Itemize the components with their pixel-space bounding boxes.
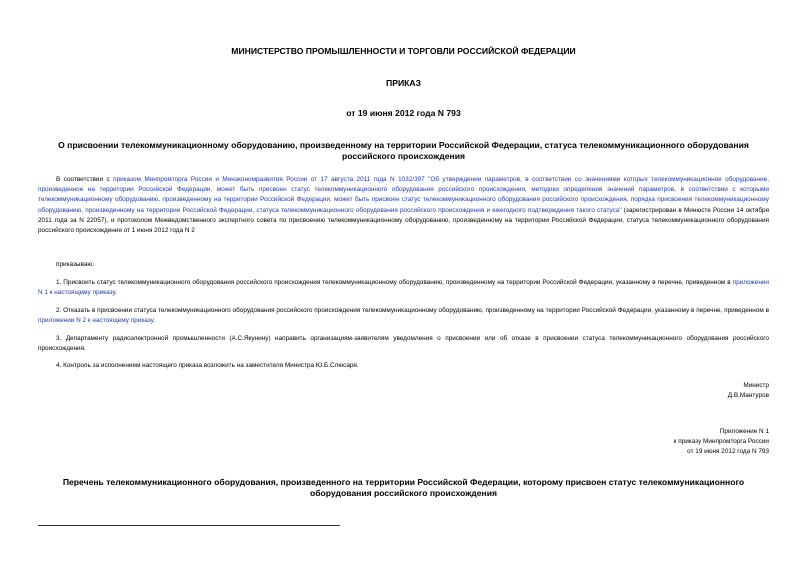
appendix-header: [674, 427, 769, 458]
order-item-1: [38, 278, 769, 298]
appendix-2-link[interactable]: приложении N 2 к настоящему приказу: [38, 317, 154, 325]
order-subject-title: О присвоении телекоммуникационному оборудованию, произведенному на территории Российской Федерации, статуса телекоммуникационного оборудования российского происхождения: [58, 140, 749, 161]
order-date-number: от 19 июня 2012 года N 793: [346, 108, 461, 118]
intro-text-start: В соответствии с: [56, 176, 114, 183]
item-3-text: 3. Департаменту радиоэлектронной промышленности (А.С.Якунину) направить организациям-заявителям уведомления о присвоении или об отказе в присвоении статуса телекоммуникационного оборудования российского происхождения.: [38, 335, 769, 353]
item-2-text: 2. Отказать в присвоении статуса телекоммуникационного оборудования российского происхождения телекоммуникационному оборудованию, произведенному на территории Российской Федерации, указанному в перечне, приведенном в: [56, 307, 769, 314]
item-4-text: 4. Контроль за исполнением настоящего приказа возложить на заместителя Министра Ю.Б.Слюсаря.: [56, 362, 359, 369]
signer-position: Министр: [743, 382, 769, 389]
order-item-2: [38, 306, 769, 326]
appendix-1-link[interactable]: приложении N 1 к настоящему приказу: [38, 279, 769, 297]
appendix-number: Приложение N 1: [719, 428, 769, 435]
footnote-divider: [38, 525, 340, 526]
order-1032-397-link[interactable]: приказом Минпромторга России и Минэкономразвития России от 17 августа 2011 года N 1032/397 "Об утверждении параметров, в соответствии со значениями которых телекоммуникационное оборудование, произведенное на территории Российской Федерации, может быть присвоен статус телекоммуникационного оборудования российского происхождения, методики определения значений параметров, в соответствии с которыми телекоммуникационному оборудованию, произведенному на территории Российской Федерации, может быть присвоен статус телекоммуникационного оборудования российского происхождения, порядка присвоения телекоммуникационному оборудованию, произведенному на территории Российской Федерации, статуса телекоммуникационного оборудования российского происхождения и ежегодного подтверждения такого статуса": [38, 176, 769, 214]
order-item-4: [38, 361, 769, 371]
order-item-3: [38, 334, 769, 354]
intro-paragraph: [38, 175, 769, 236]
signature-block: [728, 381, 769, 401]
appendix-reference: к приказу Минпромторга России: [673, 438, 769, 446]
item-1-end: .: [115, 289, 117, 297]
document-type-heading: ПРИКАЗ: [386, 78, 421, 88]
ordered-word: [38, 260, 769, 270]
appendix-date: от 19 июня 2012 года N 793: [687, 448, 769, 456]
equipment-list-title: Перечень телекоммуникационного оборудования, произведенного на территории Российской Федерации, которому присвоен статус телекоммуникационного оборудования российского происхождения: [62, 477, 745, 498]
ministry-heading: МИНИСТЕРСТВО ПРОМЫШЛЕННОСТИ И ТОРГОВЛИ РОССИЙСКОЙ ФЕДЕРАЦИИ: [231, 46, 576, 56]
ordered-text: приказываю:: [56, 261, 94, 268]
signer-name: Д.В.Мантуров: [727, 392, 769, 400]
item-2-end: .: [153, 317, 155, 325]
item-1-text: 1. Присвоить статус телекоммуникационного оборудования российского происхождения телекоммуникационному оборудованию, произведенному на территории Российской Федерации, указанному в перечне, приведенном в: [56, 279, 733, 286]
intro-text-end: (зарегистрирован в Минюсте России 14 октября 2011 года за N 22057), и протоколом Межведомственного экспертного совета по присвоению телекоммуникационному оборудованию, произведенному на территории Российской Федерации, статуса телекоммуникационного оборудования российского происхождения от 1 июня 2012 года N 2: [38, 206, 770, 235]
